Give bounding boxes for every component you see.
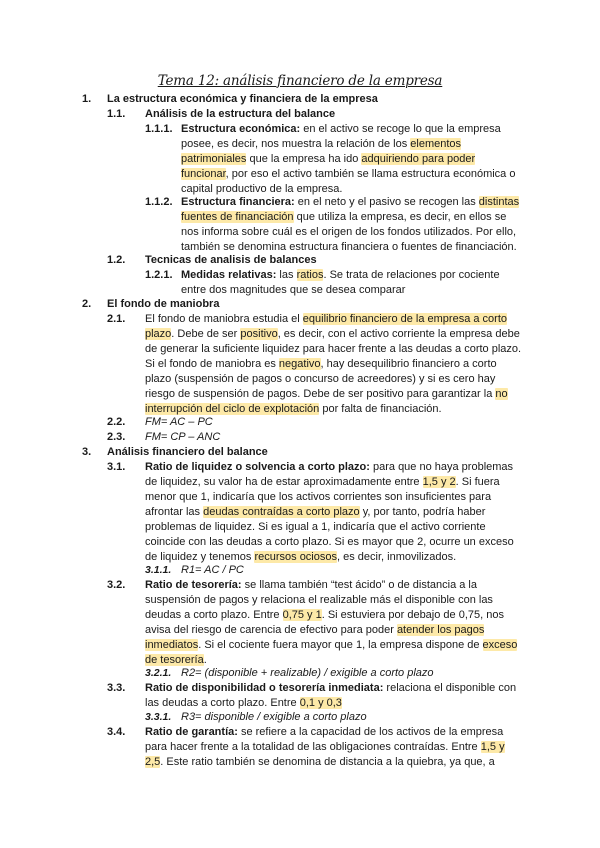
subsection-number: 3.2. [107,579,126,591]
highlight: plazo [145,328,172,340]
highlight: patrimoniales [181,153,247,165]
highlight: negativo [278,358,321,370]
paragraph-line: Medidas relativas: las ratios. Se trata de relaciones por cociente [181,269,500,281]
subsection-heading: Tecnicas de analisis de balances [145,254,317,266]
paragraph-line: Ratio de tesorería: se llama también “test ácido” o de distancia a la [145,579,477,591]
highlight: interrupción del ciclo de explotación [145,403,320,415]
subsection-number: 3.4. [107,726,126,738]
paragraph-line: entre dos magnitudes que se desea comparar [181,284,406,296]
paragraph-line: menor que 1, indicaría que los activos corrientes son insuficientes para [145,491,492,503]
paragraph-line: posee, es decir, nos muestra la relación de los elementos [181,138,462,150]
item-number: 1.1.2. [145,196,173,208]
paragraph-line: suspensión de pagos y relaciona el realizable más el disponible con las [145,594,493,606]
paragraph-line: afrontar las deudas contraídas a corto plazo y, por tanto, podría haber [145,506,486,518]
paragraph-line: patrimoniales que la empresa ha ido adquiriendo para poder [181,153,476,165]
paragraph-line: plazo. Debe de ser positivo, es decir, con el activo corriente la empresa debe [145,328,520,340]
highlight: de tesorería [145,654,204,666]
section-heading: La estructura económica y financiera de la empresa [107,93,378,105]
formula: R3= disponible / exigible a corto plazo [181,711,367,723]
highlight: fuentes de financiación [181,211,294,223]
paragraph-line: capital productivo de la empresa. [181,183,343,195]
paragraph-line: las deudas a corto plazo. Entre 0,1 y 0,3 [145,697,342,709]
paragraph-line: problemas de liquidez. Si es igual a 1, indicaría que el activo corriente [145,521,486,533]
formula: R1= AC / PC [181,564,244,576]
item-number: 3.3.1. [145,711,172,723]
paragraph-line: interrupción del ciclo de explotación por falta de financiación. [145,403,442,415]
highlight: ratios [296,269,324,281]
highlight: equilibrio financiero de la empresa a corto [302,313,508,325]
highlight: distintas [478,196,520,208]
paragraph-line: para hacer frente a la totalidad de las obligaciones contraídas. Entre 1,5 y [145,741,505,753]
paragraph-line: de liquidez y tenemos recursos ociosos, es decir, inmovilizados. [145,551,457,563]
paragraph-line: avisa del riesgo de carencia de efectivo para poder atender los pagos [145,624,485,636]
section-heading: El fondo de maniobra [107,298,220,310]
document-title [0,73,600,89]
section-number: 3. [82,446,92,458]
item-number: 3.1.1. [145,564,172,576]
highlight: 1,5 y 2 [422,476,456,488]
highlight: deudas contraídas a corto plazo [203,506,360,518]
paragraph-line: inmediatos. Si el cociente fuera mayor que 1, la empresa dispone de exceso [145,639,518,651]
paragraph-line: riesgo de suspensión de pagos. Debe de ser positivo para garantizar la no [145,388,508,400]
highlight: adquiriendo para poder [361,153,476,165]
section-number: 2. [82,298,92,310]
paragraph-line: también se denomina estructura financiera o fuentes de financiación. [181,241,517,253]
paragraph-line: Ratio de disponibilidad o tesorería inmediata: relaciona el disponible con [145,682,517,694]
formula: R2= (disponible + realizable) / exigible a corto plazo [181,667,434,679]
title-text: Tema 12: análisis financiero de la empresa [157,73,443,89]
highlight: 0,75 y 1 [282,609,322,621]
paragraph-line: plazo (suspensión de pagos o concurso de acreedores) y si es cero hay [145,373,496,385]
highlight: funcionar [181,168,226,180]
highlight: elementos [410,138,462,150]
paragraph-line: funcionar, por eso el activo también se llama estructura económica o [181,168,516,180]
subsection-number: 1.1. [107,108,126,120]
subsection-heading: Análisis de la estructura del balance [145,108,336,120]
paragraph-line: fuentes de financiación que utiliza la empresa, es decir, en ellos se [181,211,507,223]
highlight: recursos ociosos [254,551,337,563]
highlight: positivo [240,328,278,340]
highlight: atender los pagos [396,624,485,636]
item-number: 1.2.1. [145,269,173,281]
section-number: 1. [82,93,92,105]
section-heading: Análisis financiero del balance [107,446,268,458]
item-number: 3.2.1. [145,667,172,679]
paragraph-line: Ratio de garantía: se refiere a la capacidad de los activos de la empresa [145,726,504,738]
highlight: 0,1 y 0,3 [299,697,342,709]
subsection-number: 3.3. [107,682,126,694]
subsection-number: 2.1. [107,313,126,325]
item-number: 1.1.1. [145,123,173,135]
paragraph-line: coincide con las deudas a corto plazo. Si es mayor que 2, ocurre un exceso [145,536,514,548]
subsection-number: 2.2. [107,416,126,428]
paragraph-line: El fondo de maniobra estudia el equilibrio financiero de la empresa a corto [145,313,508,325]
paragraph-line: nos informa sobre cuál es el origen de los fondos utilizados. Por ello, [181,226,517,238]
paragraph-line: 2,5. Este ratio también se denomina de distancia a la quiebra, ya que, a [145,756,495,768]
highlight: exceso [482,639,518,651]
paragraph-line: de generar la suficiente liquidez para hacer frente a las deudas a corto plazo. [145,343,522,355]
paragraph-line: Ratio de liquidez o solvencia a corto plazo: para que no haya problemas [145,461,514,473]
paragraph-line: Estructura financiera: en el neto y el pasivo se recogen las distintas [181,196,520,208]
paragraph-line: deudas a corto plazo. Entre 0,75 y 1. Si estuviera por debajo de 0,75, nos [145,609,504,621]
subsection-number: 3.1. [107,461,126,473]
highlight: inmediatos [145,639,199,651]
subsection-number: 1.2. [107,254,126,266]
highlight: no [495,388,508,400]
formula: FM= AC – PC [145,416,213,428]
highlight: 1,5 y [480,741,505,753]
formula: FM= CP – ANC [145,431,221,443]
paragraph-line: de tesorería. [145,654,207,666]
highlight: 2,5 [145,756,161,768]
paragraph-line: Estructura económica: en el activo se recoge lo que la empresa [181,123,501,135]
paragraph-line: de liquidez, su valor ha de estar aproximadamente entre 1,5 y 2. Si fuera [145,476,500,488]
paragraph-line: Si el fondo de maniobra es negativo, hay desequilibrio financiero a corto [145,358,497,370]
subsection-number: 2.3. [107,431,126,443]
